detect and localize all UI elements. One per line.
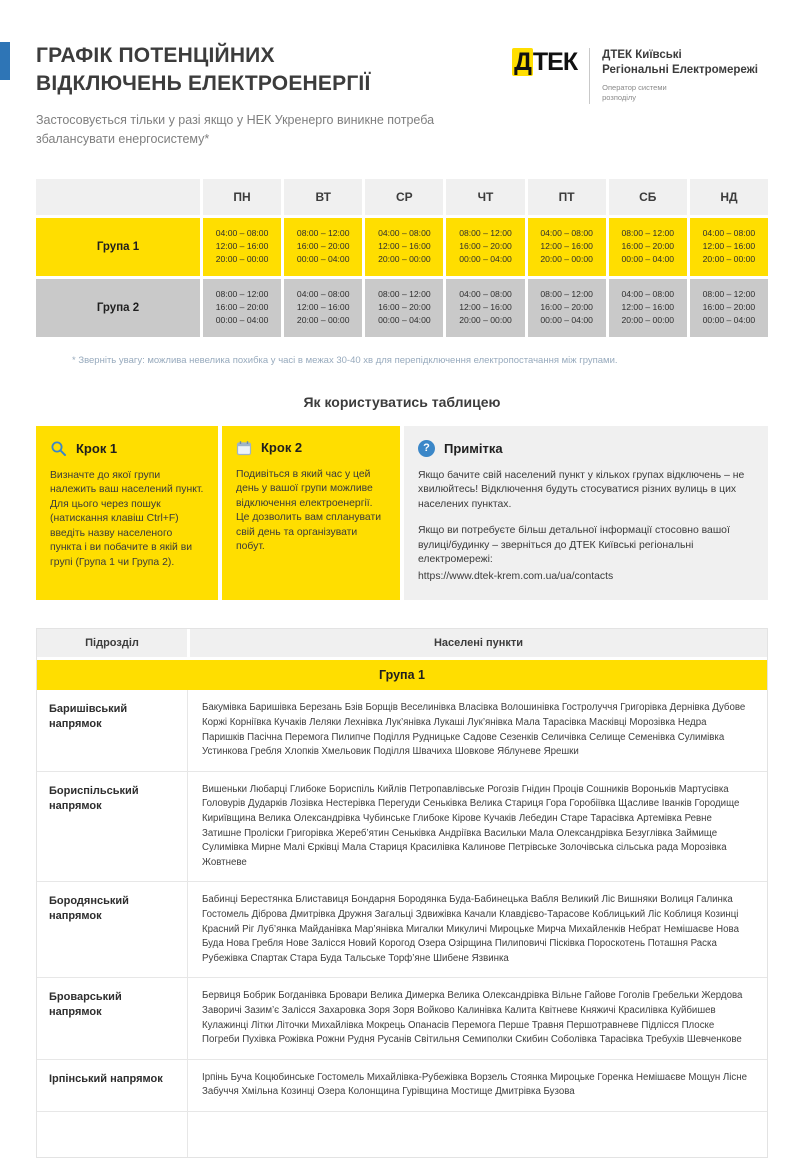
time-slot-line: 16:00 – 20:00 bbox=[296, 241, 350, 252]
document-header bbox=[36, 42, 768, 149]
time-slot-line: 16:00 – 20:00 bbox=[540, 302, 593, 313]
page-title bbox=[36, 42, 476, 97]
time-slot-cell bbox=[609, 218, 687, 276]
magnifier-icon bbox=[50, 440, 67, 457]
district-rows bbox=[37, 690, 767, 1110]
outage-schedule-table bbox=[36, 179, 768, 337]
company-subtitle-line2: розподілу bbox=[602, 93, 637, 103]
time-slot-line: 16:00 – 20:00 bbox=[459, 241, 512, 252]
page-corner-mark bbox=[0, 42, 10, 80]
settlements-list: Бакумівка Баришівка Березань Бзів Борщів Веселинівка Власівка Волошинівка Гостролуччя Григорівка Дернівка Дубове Коржі Корніївка Кучаків Леляки Лехнівка Лук’янівка Лукаші Лук’янівка Мала Тарасівка Масківці Морозівка Недра Паришків Пасічна Перемога Пилипче Поділля Рудницьке Садове Сезенків Селичівка Селище Семенівка Сулимівка Устинкова Гребля Хлопків Хмельовик Поділля Швачиха Шовкове Яблуневе Ярешки bbox=[187, 690, 767, 770]
time-slot-line: 00:00 – 04:00 bbox=[459, 254, 512, 265]
empty-settlements-cell bbox=[187, 1112, 767, 1157]
settlements-list: Бабинці Берестянка Блиставиця Бондарня Бородянка Буда-Бабинецька Вабля Великий Ліс Вишняки Волиця Галинка Гостомель Діброва Дмитрівка Дружня Загальці Здвижівка Качали Клавдієво-Тарасове Коблицький Ліс Коблиця Козинці Красний Ріг Луб’янка Майданівка Мар’янівка Мигалки Микуличі Мироцьке Мирча Михайленків Небрат Немішаєве Нова Буда Нова Гребля Нове Залісся Новий Корогод Озера Озірщина Пилиповичі Пісківка Пороскотень Поташня Раска Рубежівка Спартак Стара Буда Тальське Торф’яне Шибене Язвинка bbox=[187, 882, 767, 977]
time-slot-line: 16:00 – 20:00 bbox=[621, 241, 675, 252]
schedule-footnote: * Зверніть увагу: можлива невелика похибка у часі в межах 30-40 хв для перепідключення електропостачання між групами. bbox=[72, 354, 618, 366]
time-slot-line: 20:00 – 00:00 bbox=[215, 254, 269, 265]
table-row bbox=[37, 690, 767, 770]
time-slot-line: 00:00 – 04:00 bbox=[215, 315, 269, 326]
time-slot-line: 20:00 – 00:00 bbox=[540, 254, 593, 265]
group1-banner: Група 1 bbox=[37, 660, 767, 690]
district-name: Баришівський напрямок bbox=[49, 703, 128, 731]
time-slot-cell bbox=[446, 218, 524, 276]
time-slot-line: 00:00 – 04:00 bbox=[540, 315, 593, 326]
time-slot-line: 00:00 – 04:00 bbox=[378, 315, 431, 326]
time-slot-line: 08:00 – 12:00 bbox=[621, 228, 675, 239]
time-slot-cell bbox=[609, 279, 687, 337]
step2-title: Крок 2 bbox=[261, 440, 303, 456]
time-slot-line: 20:00 – 00:00 bbox=[296, 315, 350, 326]
howto-boxes bbox=[36, 426, 768, 601]
logo-text bbox=[602, 48, 758, 104]
title-block bbox=[36, 42, 476, 149]
settlements-table-header bbox=[37, 629, 767, 657]
day-header: ПТ bbox=[528, 179, 606, 215]
time-slot-cell bbox=[365, 279, 443, 337]
note-header bbox=[418, 440, 754, 457]
time-slot-cell bbox=[284, 218, 362, 276]
company-name-line1: ДТЕК Київські bbox=[602, 49, 682, 61]
step2-text: Подивіться в який час у цей день у вашої групи можливе відключення електроенергії. Це дозволить вам спланувати свій день та організувати побут. bbox=[236, 468, 382, 553]
page-subtitle: Застосовується тільки у разі якщо у НЕК Укренерго виникне потреба збалансувати енергосистему* bbox=[36, 113, 435, 147]
time-slot-line: 12:00 – 16:00 bbox=[621, 302, 675, 313]
column-header-settlements: Населені пункти bbox=[190, 629, 767, 657]
settlements-table bbox=[36, 628, 768, 1157]
time-slot-line: 08:00 – 12:00 bbox=[215, 289, 269, 300]
step2-header bbox=[236, 440, 386, 456]
dtek-logo-block bbox=[512, 48, 758, 104]
time-slot-line: 08:00 – 12:00 bbox=[378, 289, 431, 300]
district-name: Бориспільський напрямок bbox=[49, 784, 139, 812]
time-slot-line: 00:00 – 04:00 bbox=[296, 254, 350, 265]
table-row bbox=[37, 977, 767, 1058]
note-title: Примітка bbox=[444, 440, 503, 456]
time-slot-line: 04:00 – 08:00 bbox=[378, 228, 431, 239]
time-slot-line: 04:00 – 08:00 bbox=[621, 289, 675, 300]
time-slot-line: 00:00 – 04:00 bbox=[621, 254, 675, 265]
day-header: НД bbox=[690, 179, 768, 215]
time-slot-cell bbox=[284, 279, 362, 337]
time-slot-line: 20:00 – 00:00 bbox=[459, 315, 512, 326]
time-slot-line: 08:00 – 12:00 bbox=[702, 289, 756, 300]
time-slot-line: 12:00 – 16:00 bbox=[215, 241, 269, 252]
time-slot-cell bbox=[365, 218, 443, 276]
step1-header bbox=[50, 440, 204, 457]
district-name: Броварський напрямок bbox=[49, 991, 122, 1019]
note-text-2: Якщо ви потребуєте більш детальної інформації стосовно вашої вулиці/будинку – зверніться до ДТЕК Київські регіональні електромережі: bbox=[418, 525, 730, 566]
schedule-corner-cell bbox=[36, 179, 200, 215]
company-subtitle bbox=[602, 83, 758, 104]
day-header: ВТ bbox=[284, 179, 362, 215]
time-slot-line: 12:00 – 16:00 bbox=[459, 302, 512, 313]
settlements-list: Вишеньки Любарці Глибоке Бориспіль Кийлів Петропавлівське Рогозів Гнідин Проців Сошників Вороньків Мартусівка Головурів Дударків Лозівка Нестерівка Перегуди Сеньківка Велика Стариця Гора Горобіївка Щасливе Іванків Городище Кириївщина Велика Олександрівка Чубинське Глибоке Кірове Кучаків Лебедин Старе Тарасівка Артемівка Ревне Затишне Проліски Григорівка Жереб’ятин Сеньківка Андріївка Васильки Мала Олександрівка Безуглівка Займище Сулимівка Мирне Малі Єрківці Мала Стариця Красилівка Калинове Петрівське Золочівська сільська рада Морозівка Жовтневе bbox=[187, 772, 767, 882]
time-slot-line: 12:00 – 16:00 bbox=[540, 241, 593, 252]
step2-box bbox=[222, 426, 400, 601]
dtek-logo bbox=[512, 48, 577, 77]
time-slot-line: 04:00 – 08:00 bbox=[215, 228, 269, 239]
empty-district-cell bbox=[37, 1112, 187, 1157]
table-row bbox=[37, 771, 767, 882]
step1-title: Крок 1 bbox=[76, 440, 118, 456]
day-header: СР bbox=[365, 179, 443, 215]
column-header-district: Підрозділ bbox=[37, 629, 187, 657]
contacts-link[interactable]: https://www.dtek-krem.com.ua/ua/contacts bbox=[418, 570, 614, 582]
note-text-1: Якщо бачите свій населений пункт у кількох групах відключень – не хвилюйтесь! Відключення будуть стосуватися різних вулиць в цих населених пунктах. bbox=[418, 469, 745, 510]
settlements-list: Бервиця Бобрик Богданівка Бровари Велика Димерка Велика Олександрівка Вільне Гайове Гоголів Гребельки Жердова Заворичі Зазим’є Залісся Захаровка Зоря Зоря Войково Калинівка Калита Квітневе Княжичі Красилівка Куйбишев Кулажинці Літки Літочки Михайлівка Мокрець Опанасів Перемога Перше Травня Першотравневе Підлісся Плоске Погреби Пухівка Рожівка Рожни Рудня Русанів Світильня Семиполки Скибин Соболівка Тарасівка Требухів Шевченкове bbox=[187, 978, 767, 1058]
time-slot-line: 04:00 – 08:00 bbox=[296, 289, 350, 300]
table-row-empty bbox=[37, 1111, 767, 1157]
step1-box bbox=[36, 426, 218, 601]
time-slot-line: 12:00 – 16:00 bbox=[702, 241, 756, 252]
time-slot-cell bbox=[690, 279, 768, 337]
page-title-line1: ГРАФІК ПОТЕНЦІЙНИХ bbox=[36, 44, 275, 67]
time-slot-line: 20:00 – 00:00 bbox=[378, 254, 431, 265]
step1-text: Визначте до якої групи належить ваш населений пункт. Для цього через пошук (натискання клавіш Ctrl+F) введіть назву населеного пункта і ви побачите в якій ви групі (Група 1 чи Група 2). bbox=[50, 469, 204, 568]
page-title-line2: ВІДКЛЮЧЕНЬ ЕЛЕКТРОЕНЕРГІЇ bbox=[36, 71, 371, 95]
dtek-logo-tek: ТЕК bbox=[532, 48, 578, 76]
time-slot-cell bbox=[528, 279, 606, 337]
group-label: Група 2 bbox=[36, 279, 200, 337]
time-slot-line: 04:00 – 08:00 bbox=[459, 289, 512, 300]
time-slot-line: 08:00 – 12:00 bbox=[540, 289, 593, 300]
day-header: СБ bbox=[609, 179, 687, 215]
company-name-line2: Регіональні Електромережі bbox=[602, 63, 758, 76]
document-page bbox=[0, 42, 792, 1109]
question-icon: ? bbox=[418, 440, 435, 457]
time-slot-line: 20:00 – 00:00 bbox=[702, 254, 756, 265]
company-name bbox=[602, 48, 758, 78]
time-slot-line: 00:00 – 04:00 bbox=[702, 315, 756, 326]
company-subtitle-line1: Оператор системи bbox=[602, 82, 667, 92]
table-row bbox=[37, 1059, 767, 1111]
time-slot-line: 12:00 – 16:00 bbox=[378, 241, 431, 252]
time-slot-line: 16:00 – 20:00 bbox=[702, 302, 756, 313]
time-slot-line: 08:00 – 12:00 bbox=[459, 228, 512, 239]
logo-divider bbox=[589, 48, 590, 104]
day-header: ЧТ bbox=[446, 179, 524, 215]
dtek-logo-d: Д bbox=[514, 48, 531, 76]
time-slot-cell bbox=[446, 279, 524, 337]
time-slot-cell bbox=[690, 218, 768, 276]
time-slot-line: 16:00 – 20:00 bbox=[215, 302, 269, 313]
district-name: Ірпінський напрямок bbox=[49, 1072, 163, 1085]
time-slot-line: 20:00 – 00:00 bbox=[621, 315, 675, 326]
group-label: Група 1 bbox=[36, 218, 200, 276]
time-slot-line: 16:00 – 20:00 bbox=[378, 302, 431, 313]
time-slot-cell bbox=[203, 218, 281, 276]
time-slot-line: 04:00 – 08:00 bbox=[540, 228, 593, 239]
time-slot-cell bbox=[528, 218, 606, 276]
time-slot-line: 12:00 – 16:00 bbox=[296, 302, 350, 313]
table-row bbox=[37, 881, 767, 977]
time-slot-cell bbox=[203, 279, 281, 337]
time-slot-line: 08:00 – 12:00 bbox=[296, 228, 350, 239]
day-header: ПН bbox=[203, 179, 281, 215]
settlements-list: Ірпінь Буча Коцюбинське Гостомель Михайлівка-Рубежівка Ворзель Стоянка Мироцьке Горенка Немішаєве Мощун Лісне Забуччя Хмільна Козинці Озера Колонщина Гурівщина Мостище Дмитрівка Бузова bbox=[187, 1060, 767, 1111]
calendar-icon bbox=[236, 440, 252, 456]
note-box bbox=[404, 426, 768, 601]
howto-title: Як користуватись таблицею bbox=[303, 393, 501, 410]
time-slot-line: 04:00 – 08:00 bbox=[702, 228, 756, 239]
district-name: Бородянський напрямок bbox=[49, 895, 129, 923]
